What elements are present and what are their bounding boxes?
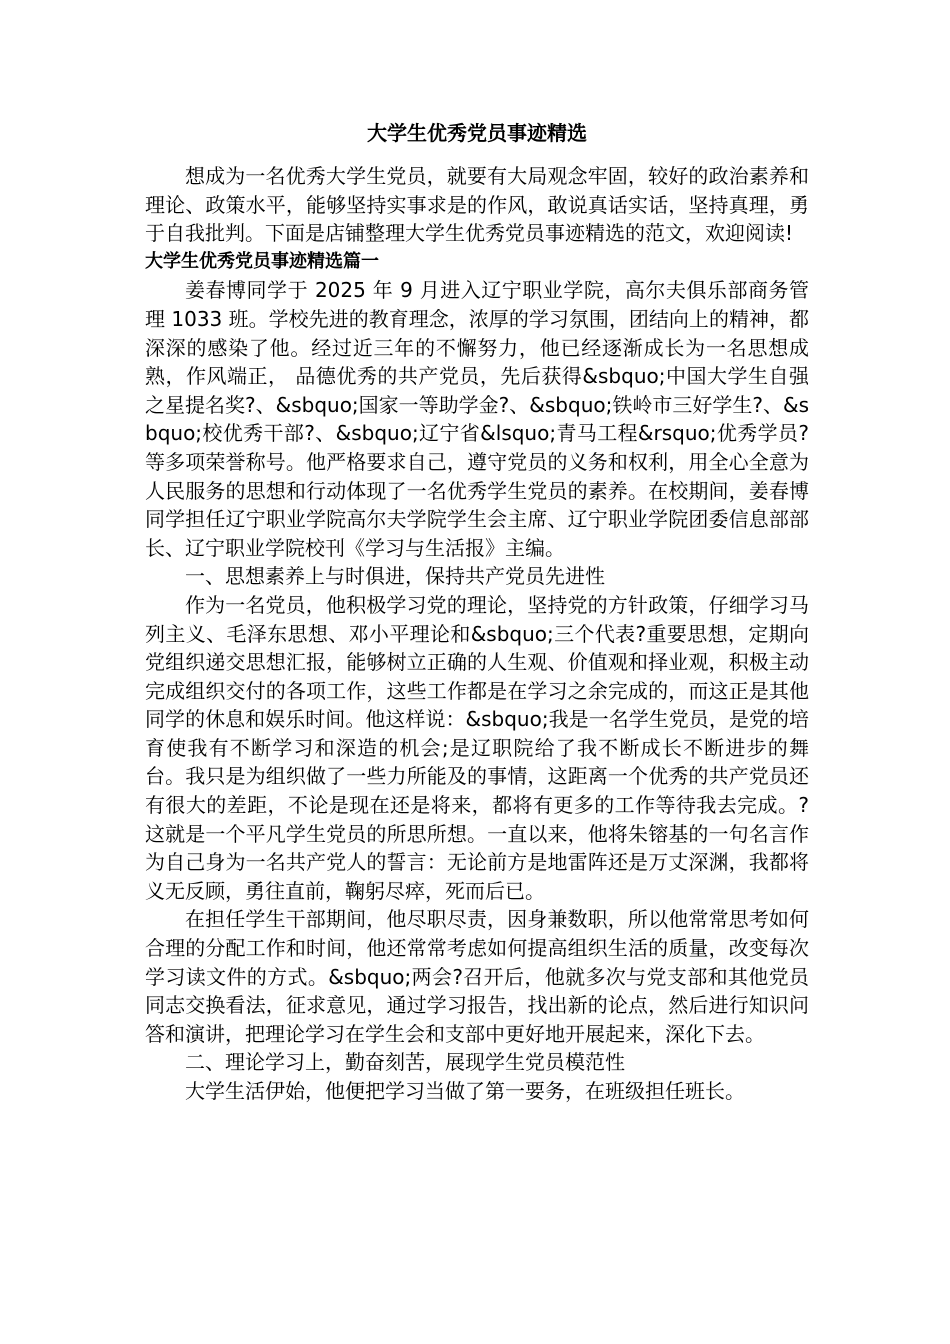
body-paragraph-2: 作为一名党员，他积极学习党的理论，坚持党的方针政策，仔细学习马列主义、毛泽东思想、邓小平理论和&sbquo;三个代表?重要思想，定期向党组织递交思想汇报，能够树立正确的人生观、价值观和择业观，积极主动完成组织交付的各项工作，这些工作都是在学习之余完成的，而这正是其他同学的休息和娱乐时间。他这样说：&sbquo;我是一名学生党员，是党的培育使我有不断学习和深造的机会;是辽职院给了我不断成长不断进步的舞台。我只是为组织做了一些力所能及的事情，这距离一个优秀的共产党员还有很大的差距，不论是现在还是将来，都将有更多的工作等待我去完成。?这就是一个平凡学生党员的所思所想。一直以来，他将朱镕基的一句名言作为自己身为一名共产党人的誓言：无论前方是地雷阵还是万丈深渊，我都将义无反顾，勇往直前，鞠躬尽瘁，死而后已。 (145, 592, 809, 903)
document-page (145, 112, 809, 1106)
subheading-1: 一、思想素养上与时俱进，保持共产党员先进性 (185, 564, 605, 589)
intro-paragraph: 想成为一名优秀大学生党员，就要有大局观念牢固，较好的政治素养和理论、政策水平，能够坚持实事求是的作风，敢说真话实话，坚持真理，勇于自我批判。下面是店铺整理大学生优秀党员事迹精选的范文，欢迎阅读! (145, 164, 809, 246)
subheading-2: 二、理论学习上，勤奋刻苦，展现学生党员模范性 (185, 1050, 625, 1075)
section-heading: 大学生优秀党员事迹精选篇一 (145, 250, 379, 272)
body-paragraph-1: 姜春博同学于 2025 年 9 月进入辽宁职业学院，高尔夫俱乐部商务管理 1033 班。学校先进的教育理念，浓厚的学习氛围，团结向上的精神，都深深的感染了他。经过近三年的不懈努力，他已经逐渐成长为一名思想成熟，作风端正， 品德优秀的共产党员，先后获得&sbquo;中国大学生自强之星提名奖?、&sbquo;国家一等助学金?、&sbquo;铁岭市三好学生?、&sbquo;校优秀干部?、&sbquo;辽宁省&lsquo;青马工程&rsquo;优秀学员?等多项荣誉称号。他严格要求自己，遵守党员的义务和权利，用全心全意为人民服务的思想和行动体现了一名优秀学生党员的素养。在校期间，姜春博同学担任辽宁职业学院高尔夫学院学生会主席、辽宁职业学院团委信息部部长、辽宁职业学院校刊《学习与生活报》主编。 (145, 278, 809, 560)
document-title: 大学生优秀党员事迹精选 (367, 121, 587, 145)
body-paragraph-3: 在担任学生干部期间，他尽职尽责，因身兼数职，所以他常常思考如何合理的分配工作和时间，他还常常考虑如何提高组织生活的质量，改变每次学习读文件的方式。&sbquo;两会?召开后，他就多次与党支部和其他党员同志交换看法，征求意见，通过学习报告，找出新的论点，然后进行知识问答和演讲，把理论学习在学生会和支部中更好地开展起来，深化下去。 (145, 907, 809, 1046)
body-paragraph-4: 大学生活伊始，他便把学习当做了第一要务，在班级担任班长。 (185, 1079, 745, 1103)
